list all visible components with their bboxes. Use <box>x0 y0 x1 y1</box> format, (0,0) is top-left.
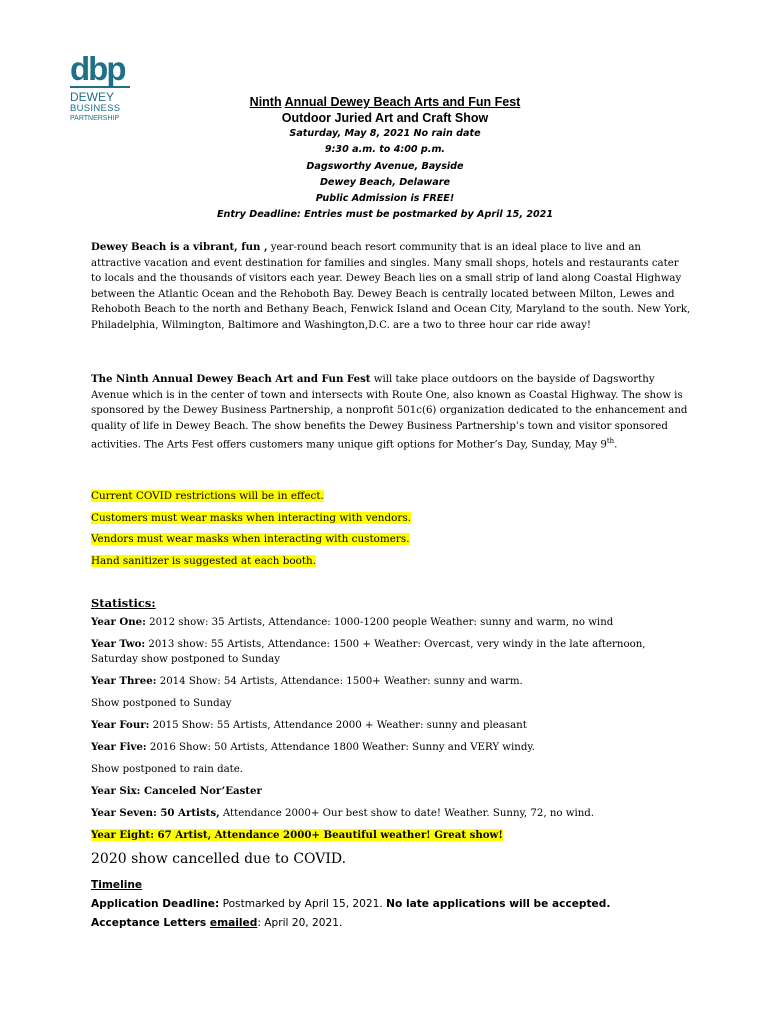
festival-sup: th <box>606 437 615 445</box>
stat-row: Year One: 2012 show: 35 Artists, Attendance: 1000-1200 people Weather: sunny and warm, no wind <box>91 616 614 628</box>
event-street: Dagsworthy Avenue, Bayside <box>306 160 464 172</box>
timeline-section <box>91 876 610 933</box>
festival-body: will take place outdoors on the bayside of Dagsworthy Avenue which is in the center of town and intersects with Route One, also known as Coastal Highway. The show is sponsored by the Dewey Business Partnership, a nonprofit 501c(6) organization dedicated to the enhancement and quality of life in Dewey Beach. The show benefits the Dewey Business Partnership’s town and visitor sponsored activities. The Arts Fest offers customers many unique gift options for Mother’s Day, Sunday, May 9 <box>91 374 688 451</box>
event-admission: Public Admission is FREE! <box>315 193 455 205</box>
application-deadline: Application Deadline: Postmarked by April 15, 2021. No late applications will be accepted. <box>91 898 611 910</box>
stat-row: Show postponed to Sunday <box>91 697 232 709</box>
stat-row: Year Three: 2014 Show: 54 Artists, Attendance: 1500+ Weather: sunny and warm. <box>91 674 523 687</box>
logo-line-dewey: DEWEY <box>70 90 115 104</box>
stat-row: Year Six: Canceled Nor’Easter <box>91 784 262 797</box>
stat-row: Year Seven: 50 Artists, Attendance 2000+ Our best show to date! Weather. Sunny, 72, no wind. <box>91 806 595 819</box>
title-ninth: Ninth <box>249 95 282 109</box>
event-city: Dewey Beach, Delaware <box>319 176 451 188</box>
stat-row: Year Five: 2016 Show: 50 Artists, Attendance 1800 Weather: Sunny and VERY windy. <box>91 740 536 753</box>
event-deadline: Entry Deadline: Entries must be postmarked by April 15, 2021 <box>216 209 554 221</box>
festival-paragraph <box>91 372 691 453</box>
event-title <box>170 94 600 110</box>
covid-item: Vendors must wear masks when interacting with customers. <box>91 533 410 545</box>
cancelled-note: 2020 show cancelled due to COVID. <box>91 850 347 867</box>
event-date: Saturday, May 8, 2021 No rain date <box>289 128 481 139</box>
logo-line-business: BUSINESS <box>70 103 121 114</box>
event-header <box>170 94 600 224</box>
statistics-title: Statistics: <box>91 596 156 610</box>
covid-item: Hand sanitizer is suggested at each booth. <box>91 554 317 567</box>
dbp-logo <box>70 50 132 123</box>
covid-notices <box>91 489 411 575</box>
stat-row: Year Two: 2013 show: 55 Artists, Attendance: 1500 + Weather: Overcast, very windy in the late afternoon, Saturday show postponed to Sunday <box>91 638 646 665</box>
title-rest: Annual Dewey Beach Arts and Fun Fest <box>284 95 521 109</box>
covid-item: Customers must wear masks when interacting with vendors. <box>91 511 411 524</box>
stat-row: Show postponed to rain date. <box>91 763 244 775</box>
event-time: 9:30 a.m. to 4:00 p.m. <box>324 144 446 156</box>
festival-lead: The Ninth Annual Dewey Beach Art and Fun Fest <box>91 373 371 385</box>
intro-paragraph <box>91 240 691 333</box>
statistics-section <box>91 594 691 868</box>
festival-tail: . <box>614 439 618 451</box>
logo-mark: dbp <box>70 54 130 88</box>
intro-body: year-round beach resort community that is an ideal place to live and an attractive vacation and event destination for families and singles. Many small shops, hotels and restaurants cater to locals and the thousands of visitors each year. Dewey Beach lies on a small strip of land along Coastal Highway between the Atlantic Ocean and the Rehoboth Bay. Dewey Beach is centrally located between Milton, Lewes and Rehoboth Beach to the north and Bethany Beach, Fenwick Island and Ocean City, Maryland to the south. New York, Philadelphia, Wilmington, Baltimore and Washington,D.C. are a two to three hour car ride away! <box>91 242 691 331</box>
stat-row: Year Four: 2015 Show: 55 Artists, Attendance 2000 + Weather: sunny and pleasant <box>91 718 527 731</box>
intro-lead: Dewey Beach is a vibrant, fun , <box>91 241 268 253</box>
covid-item: Current COVID restrictions will be in effect. <box>91 490 324 502</box>
acceptance-letters: Acceptance Letters emailed: April 20, 2021. <box>91 917 343 929</box>
stat-row-highlight: Year Eight: 67 Artist, Attendance 2000+ Beautiful weather! Great show! <box>91 828 503 841</box>
timeline-title: Timeline <box>91 879 143 891</box>
logo-line-partnership: PARTNERSHIP <box>70 115 120 122</box>
event-subtitle: Outdoor Juried Art and Craft Show <box>281 111 489 125</box>
